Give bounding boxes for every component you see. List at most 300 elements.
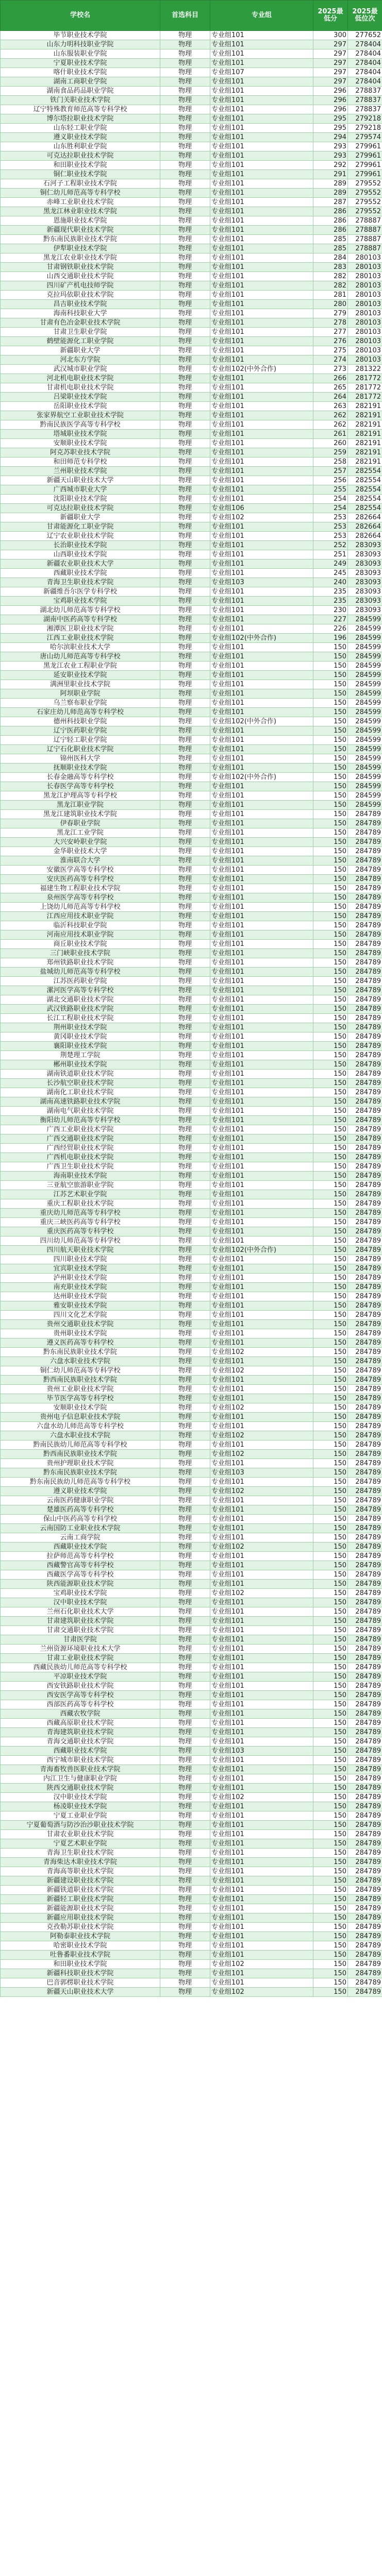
min-rank-cell: 284789: [348, 1218, 382, 1227]
school-cell: 铜仁幼儿师范高等专科学校: [1, 189, 160, 198]
table-row: [1, 1218, 382, 1227]
min-rank-cell: 284789: [348, 1700, 382, 1709]
school-cell: 伊犁职业技术学院: [1, 244, 160, 253]
subject-cell: 物理: [160, 615, 210, 624]
table-row: [1, 736, 382, 745]
school-cell: 阿勒泰职业技术学院: [1, 1932, 160, 1941]
table-row: [1, 624, 382, 634]
min-score-cell: 295: [313, 114, 348, 124]
min-score-cell: 150: [313, 1264, 348, 1274]
subject-cell: 物理: [160, 838, 210, 847]
subject-cell: 物理: [160, 1978, 210, 1988]
min-rank-cell: 284789: [348, 1236, 382, 1246]
min-score-cell: 150: [313, 1060, 348, 1070]
min-rank-cell: 278887: [348, 226, 382, 235]
table-row: [1, 1450, 382, 1459]
school-cell: 甘肃钢铁职业技术学院: [1, 263, 160, 272]
table-row: [1, 671, 382, 680]
min-score-cell: 150: [313, 1088, 348, 1097]
table-row: [1, 1932, 382, 1941]
min-rank-cell: 284599: [348, 782, 382, 791]
subject-cell: 物理: [160, 1700, 210, 1709]
subject-cell: 物理: [160, 87, 210, 96]
school-cell: 哈尔滨职业技术大学: [1, 643, 160, 652]
table-row: [1, 1422, 382, 1431]
school-cell: 黑龙江农业职业技术学院: [1, 253, 160, 263]
min-score-cell: 150: [313, 1709, 348, 1719]
group-cell: 专业组101: [210, 1524, 313, 1533]
min-rank-cell: 284789: [348, 1617, 382, 1626]
school-cell: 襄阳职业技术学院: [1, 1042, 160, 1051]
min-score-cell: 150: [313, 977, 348, 986]
group-cell: 专业组101: [210, 1413, 313, 1422]
school-cell: 昌吉职业技术学院: [1, 300, 160, 309]
min-rank-cell: 284789: [348, 1450, 382, 1459]
table-row: [1, 1978, 382, 1988]
table-row: [1, 1014, 382, 1023]
school-cell: 黔西南民族职业技术学院: [1, 1450, 160, 1459]
min-score-cell: 150: [313, 1468, 348, 1478]
min-rank-cell: 284789: [348, 1645, 382, 1654]
subject-cell: 物理: [160, 263, 210, 272]
school-cell: 和田职业技术学院: [1, 161, 160, 170]
min-score-cell: 293: [313, 151, 348, 161]
group-cell: 专业组101: [210, 1227, 313, 1236]
min-rank-cell: 284789: [348, 1320, 382, 1329]
school-cell: 陕西交通职业技术学院: [1, 1784, 160, 1793]
header-min-rank: 2025最低位次: [348, 1, 382, 31]
subject-cell: 物理: [160, 1301, 210, 1311]
table-row: [1, 309, 382, 318]
subject-cell: 物理: [160, 1793, 210, 1802]
min-rank-cell: 284789: [348, 1867, 382, 1876]
school-cell: 汉中职业技术学院: [1, 1793, 160, 1802]
school-cell: 甘肃卫生职业学院: [1, 328, 160, 337]
table-row: [1, 1941, 382, 1951]
school-cell: 贵州护理职业技术学院: [1, 1459, 160, 1468]
min-rank-cell: 284789: [348, 1199, 382, 1209]
subject-cell: 物理: [160, 1394, 210, 1403]
school-cell: 汉中职业技术学院: [1, 1598, 160, 1607]
min-rank-cell: 284789: [348, 1413, 382, 1422]
min-score-cell: 150: [313, 1181, 348, 1190]
school-cell: 大兴安岭职业学院: [1, 838, 160, 847]
min-rank-cell: 284789: [348, 1478, 382, 1487]
table-row: [1, 1830, 382, 1839]
subject-cell: 物理: [160, 1431, 210, 1440]
min-score-cell: 150: [313, 1932, 348, 1941]
table-row: [1, 439, 382, 448]
table-row: [1, 1598, 382, 1607]
table-row: [1, 457, 382, 467]
subject-cell: 物理: [160, 253, 210, 263]
subject-cell: 物理: [160, 1468, 210, 1478]
min-rank-cell: 283093: [348, 541, 382, 550]
table-row: [1, 1570, 382, 1580]
table-row: [1, 291, 382, 300]
subject-cell: 物理: [160, 77, 210, 87]
min-score-cell: 253: [313, 513, 348, 522]
subject-cell: 物理: [160, 1765, 210, 1774]
min-score-cell: 295: [313, 124, 348, 133]
table-row: [1, 31, 382, 40]
min-rank-cell: 284599: [348, 764, 382, 773]
table-row: [1, 615, 382, 624]
min-rank-cell: 283093: [348, 587, 382, 597]
min-score-cell: 273: [313, 365, 348, 374]
table-row: [1, 1672, 382, 1682]
min-rank-cell: 284789: [348, 856, 382, 866]
school-cell: 云南国防工业职业技术学院: [1, 1524, 160, 1533]
table-row: [1, 791, 382, 801]
subject-cell: 物理: [160, 1672, 210, 1682]
subject-cell: 物理: [160, 1005, 210, 1014]
min-rank-cell: 284789: [348, 1598, 382, 1607]
subject-cell: 物理: [160, 328, 210, 337]
subject-cell: 物理: [160, 1032, 210, 1042]
subject-cell: 物理: [160, 114, 210, 124]
table-row: [1, 87, 382, 96]
group-cell: 专业组101: [210, 393, 313, 402]
min-rank-cell: 284789: [348, 903, 382, 912]
min-score-cell: 150: [313, 1134, 348, 1144]
school-cell: 南充职业技术学院: [1, 1283, 160, 1292]
group-cell: 专业组101: [210, 810, 313, 819]
table-row: [1, 1181, 382, 1190]
school-cell: 可克达拉职业技术学院: [1, 504, 160, 513]
group-cell: 专业组101: [210, 1645, 313, 1654]
min-rank-cell: 284789: [348, 1626, 382, 1635]
group-cell: 专业组101: [210, 958, 313, 968]
table-row: [1, 968, 382, 977]
group-cell: 专业组101: [210, 1153, 313, 1162]
table-row: [1, 1849, 382, 1858]
min-rank-cell: 280103: [348, 337, 382, 346]
table-row: [1, 1320, 382, 1329]
group-cell: 专业组103: [210, 1747, 313, 1756]
min-rank-cell: 284789: [348, 1209, 382, 1218]
min-score-cell: 150: [313, 1886, 348, 1895]
school-cell: 毕节医学高等专科学校: [1, 1394, 160, 1403]
group-cell: 专业组101: [210, 930, 313, 940]
group-cell: 专业组101: [210, 819, 313, 828]
school-cell: 新疆建设职业技术学院: [1, 1876, 160, 1886]
school-cell: 六盘水职业技术学院: [1, 1357, 160, 1366]
min-rank-cell: 284789: [348, 1274, 382, 1283]
subject-cell: 物理: [160, 791, 210, 801]
school-cell: 湖南食品药品职业学院: [1, 87, 160, 96]
min-rank-cell: 284789: [348, 921, 382, 930]
group-cell: 专业组101: [210, 940, 313, 949]
min-score-cell: 150: [313, 1422, 348, 1431]
min-score-cell: 150: [313, 1969, 348, 1978]
group-cell: 专业组101: [210, 689, 313, 699]
group-cell: 专业组101: [210, 1802, 313, 1811]
table-row: [1, 597, 382, 606]
min-score-cell: 150: [313, 1329, 348, 1338]
table-row: [1, 1144, 382, 1153]
table-row: [1, 1172, 382, 1181]
subject-cell: 物理: [160, 198, 210, 207]
table-row: [1, 1394, 382, 1403]
min-score-cell: 150: [313, 1561, 348, 1570]
subject-cell: 物理: [160, 1422, 210, 1431]
group-cell: 专业组102(中外合作): [210, 717, 313, 726]
table-row: [1, 151, 382, 161]
group-cell: 专业组101: [210, 1255, 313, 1264]
header-min-score: 2025最低分: [313, 1, 348, 31]
table-row: [1, 773, 382, 782]
subject-cell: 物理: [160, 1172, 210, 1181]
min-rank-cell: 284789: [348, 838, 382, 847]
school-cell: 吕梁职业技术学院: [1, 393, 160, 402]
group-cell: 专业组101: [210, 1301, 313, 1311]
table-row: [1, 226, 382, 235]
min-score-cell: 150: [313, 1023, 348, 1032]
school-cell: 荆州职业技术学院: [1, 1023, 160, 1032]
min-rank-cell: 278404: [348, 59, 382, 68]
table-row: [1, 652, 382, 662]
school-cell: 广西城市职业大学: [1, 485, 160, 495]
min-score-cell: 150: [313, 782, 348, 791]
min-score-cell: 254: [313, 504, 348, 513]
min-score-cell: 150: [313, 995, 348, 1005]
group-cell: 专业组101: [210, 40, 313, 49]
min-rank-cell: 279961: [348, 151, 382, 161]
subject-cell: 物理: [160, 105, 210, 114]
min-score-cell: 150: [313, 1459, 348, 1468]
min-rank-cell: 284789: [348, 1682, 382, 1691]
table-row: [1, 856, 382, 866]
subject-cell: 物理: [160, 1079, 210, 1088]
subject-cell: 物理: [160, 1858, 210, 1867]
min-score-cell: 280: [313, 300, 348, 309]
group-cell: 专业组101: [210, 402, 313, 411]
school-cell: 新疆能源职业技术学院: [1, 1904, 160, 1913]
school-cell: 河南应用技术职业学院: [1, 930, 160, 940]
group-cell: 专业组101: [210, 198, 313, 207]
school-cell: 山西交通职业技术学院: [1, 272, 160, 281]
table-row: [1, 634, 382, 643]
school-cell: 赤峰工业职业技术学院: [1, 198, 160, 207]
table-row: [1, 1348, 382, 1357]
group-cell: 专业组101: [210, 151, 313, 161]
min-score-cell: 150: [313, 1663, 348, 1672]
group-cell: 专业组101: [210, 1422, 313, 1431]
min-rank-cell: 284599: [348, 689, 382, 699]
subject-cell: 物理: [160, 893, 210, 903]
table-row: [1, 1301, 382, 1311]
min-score-cell: 150: [313, 1431, 348, 1440]
min-rank-cell: 282191: [348, 457, 382, 467]
table-row: [1, 884, 382, 893]
min-score-cell: 150: [313, 1209, 348, 1218]
subject-cell: 物理: [160, 977, 210, 986]
table-row: [1, 1691, 382, 1700]
min-score-cell: 285: [313, 235, 348, 244]
min-rank-cell: 279218: [348, 124, 382, 133]
min-rank-cell: 278404: [348, 68, 382, 77]
min-score-cell: 150: [313, 893, 348, 903]
group-cell: 专业组103: [210, 578, 313, 587]
min-score-cell: 150: [313, 1784, 348, 1793]
min-score-cell: 150: [313, 1413, 348, 1422]
school-cell: 黑龙江农业工程职业学院: [1, 662, 160, 671]
group-cell: 专业组102: [210, 1988, 313, 1997]
min-score-cell: 150: [313, 1849, 348, 1858]
group-cell: 专业组101: [210, 1172, 313, 1181]
subject-cell: 物理: [160, 736, 210, 745]
school-cell: 荆楚理工学院: [1, 1051, 160, 1060]
group-cell: 专业组101: [210, 532, 313, 541]
subject-cell: 物理: [160, 513, 210, 522]
min-score-cell: 150: [313, 1042, 348, 1051]
subject-cell: 物理: [160, 411, 210, 420]
subject-cell: 物理: [160, 1756, 210, 1765]
group-cell: 专业组102: [210, 1403, 313, 1413]
min-score-cell: 297: [313, 68, 348, 77]
min-rank-cell: 278404: [348, 77, 382, 87]
min-score-cell: 255: [313, 485, 348, 495]
subject-cell: 物理: [160, 1199, 210, 1209]
table-row: [1, 1357, 382, 1366]
school-cell: 三亚航空旅游职业学院: [1, 1181, 160, 1190]
min-score-cell: 150: [313, 1199, 348, 1209]
subject-cell: 物理: [160, 1811, 210, 1821]
min-score-cell: 150: [313, 1515, 348, 1524]
min-score-cell: 150: [313, 1487, 348, 1496]
group-cell: 专业组101: [210, 411, 313, 420]
table-row: [1, 430, 382, 439]
school-cell: 宝鸡职业技术学院: [1, 1589, 160, 1598]
table-row: [1, 1264, 382, 1274]
table-row: [1, 606, 382, 615]
subject-cell: 物理: [160, 597, 210, 606]
subject-cell: 物理: [160, 161, 210, 170]
school-cell: 西藏医学高等专科学校: [1, 1570, 160, 1580]
min-rank-cell: 284789: [348, 1951, 382, 1960]
school-cell: 重庆医药高等专科学校: [1, 1227, 160, 1236]
group-cell: 专业组102: [210, 1366, 313, 1376]
table-row: [1, 1589, 382, 1598]
min-score-cell: 150: [313, 1246, 348, 1255]
table-row: [1, 726, 382, 736]
table-row: [1, 587, 382, 597]
subject-cell: 物理: [160, 828, 210, 838]
min-rank-cell: 284789: [348, 1876, 382, 1886]
group-cell: 专业组101: [210, 189, 313, 198]
min-score-cell: 150: [313, 1895, 348, 1904]
subject-cell: 物理: [160, 819, 210, 828]
min-rank-cell: 282664: [348, 513, 382, 522]
min-rank-cell: 284789: [348, 1459, 382, 1468]
group-cell: 专业组101: [210, 1209, 313, 1218]
min-score-cell: 150: [313, 1218, 348, 1227]
table-row: [1, 40, 382, 49]
subject-cell: 物理: [160, 1951, 210, 1960]
min-rank-cell: 280103: [348, 263, 382, 272]
subject-cell: 物理: [160, 782, 210, 791]
subject-cell: 物理: [160, 31, 210, 40]
min-score-cell: 150: [313, 1533, 348, 1543]
table-row: [1, 1236, 382, 1246]
school-cell: 广西交通职业技术学院: [1, 1134, 160, 1144]
group-cell: 专业组101: [210, 226, 313, 235]
subject-cell: 物理: [160, 1691, 210, 1700]
min-score-cell: 150: [313, 1144, 348, 1153]
subject-cell: 物理: [160, 133, 210, 142]
school-cell: 锦州医科大学: [1, 754, 160, 764]
school-cell: 甘肃机电职业技术学院: [1, 383, 160, 393]
min-score-cell: 254: [313, 495, 348, 504]
school-cell: 四川职业技术学院: [1, 1255, 160, 1264]
subject-cell: 物理: [160, 1895, 210, 1904]
table-row: [1, 411, 382, 420]
subject-cell: 物理: [160, 1607, 210, 1617]
subject-cell: 物理: [160, 624, 210, 634]
min-rank-cell: 284789: [348, 810, 382, 819]
min-score-cell: 150: [313, 1097, 348, 1107]
group-cell: 专业组101: [210, 1023, 313, 1032]
group-cell: 专业组101: [210, 1709, 313, 1719]
school-cell: 达州职业技术学院: [1, 1292, 160, 1301]
subject-cell: 物理: [160, 1635, 210, 1645]
min-score-cell: 276: [313, 337, 348, 346]
min-score-cell: 150: [313, 1385, 348, 1394]
school-cell: 淮南联合大学: [1, 856, 160, 866]
min-score-cell: 291: [313, 170, 348, 179]
min-score-cell: 150: [313, 1116, 348, 1125]
group-cell: 专业组101: [210, 1338, 313, 1348]
min-rank-cell: 284789: [348, 1162, 382, 1172]
school-cell: 新疆职业大学: [1, 513, 160, 522]
table-row: [1, 680, 382, 689]
group-cell: 专业组101: [210, 569, 313, 578]
min-score-cell: 150: [313, 1311, 348, 1320]
group-cell: 专业组101: [210, 1663, 313, 1672]
group-cell: 专业组101: [210, 541, 313, 550]
subject-cell: 物理: [160, 1348, 210, 1357]
min-score-cell: 150: [313, 847, 348, 856]
school-cell: 漯河医学高等专科学校: [1, 986, 160, 995]
min-rank-cell: 284789: [348, 1774, 382, 1784]
min-score-cell: 150: [313, 791, 348, 801]
school-cell: 塔城职业技术学院: [1, 430, 160, 439]
subject-cell: 物理: [160, 866, 210, 875]
school-cell: 云南工商学院: [1, 1533, 160, 1543]
table-row: [1, 1886, 382, 1895]
min-rank-cell: 284789: [348, 1533, 382, 1543]
table-row: [1, 1070, 382, 1079]
min-score-cell: 252: [313, 541, 348, 550]
min-score-cell: 150: [313, 1858, 348, 1867]
min-score-cell: 150: [313, 699, 348, 708]
school-cell: 甘肃工业职业技术学院: [1, 1654, 160, 1663]
min-score-cell: 150: [313, 801, 348, 810]
table-row: [1, 532, 382, 541]
min-rank-cell: 284599: [348, 624, 382, 634]
group-cell: 专业组101: [210, 77, 313, 87]
table-row: [1, 1988, 382, 1997]
min-rank-cell: 284789: [348, 1357, 382, 1366]
subject-cell: 物理: [160, 1913, 210, 1923]
group-cell: 专业组101: [210, 1376, 313, 1385]
table-row: [1, 1793, 382, 1802]
subject-cell: 物理: [160, 1849, 210, 1858]
group-cell: 专业组101: [210, 1125, 313, 1134]
subject-cell: 物理: [160, 1737, 210, 1747]
subject-cell: 物理: [160, 1876, 210, 1886]
